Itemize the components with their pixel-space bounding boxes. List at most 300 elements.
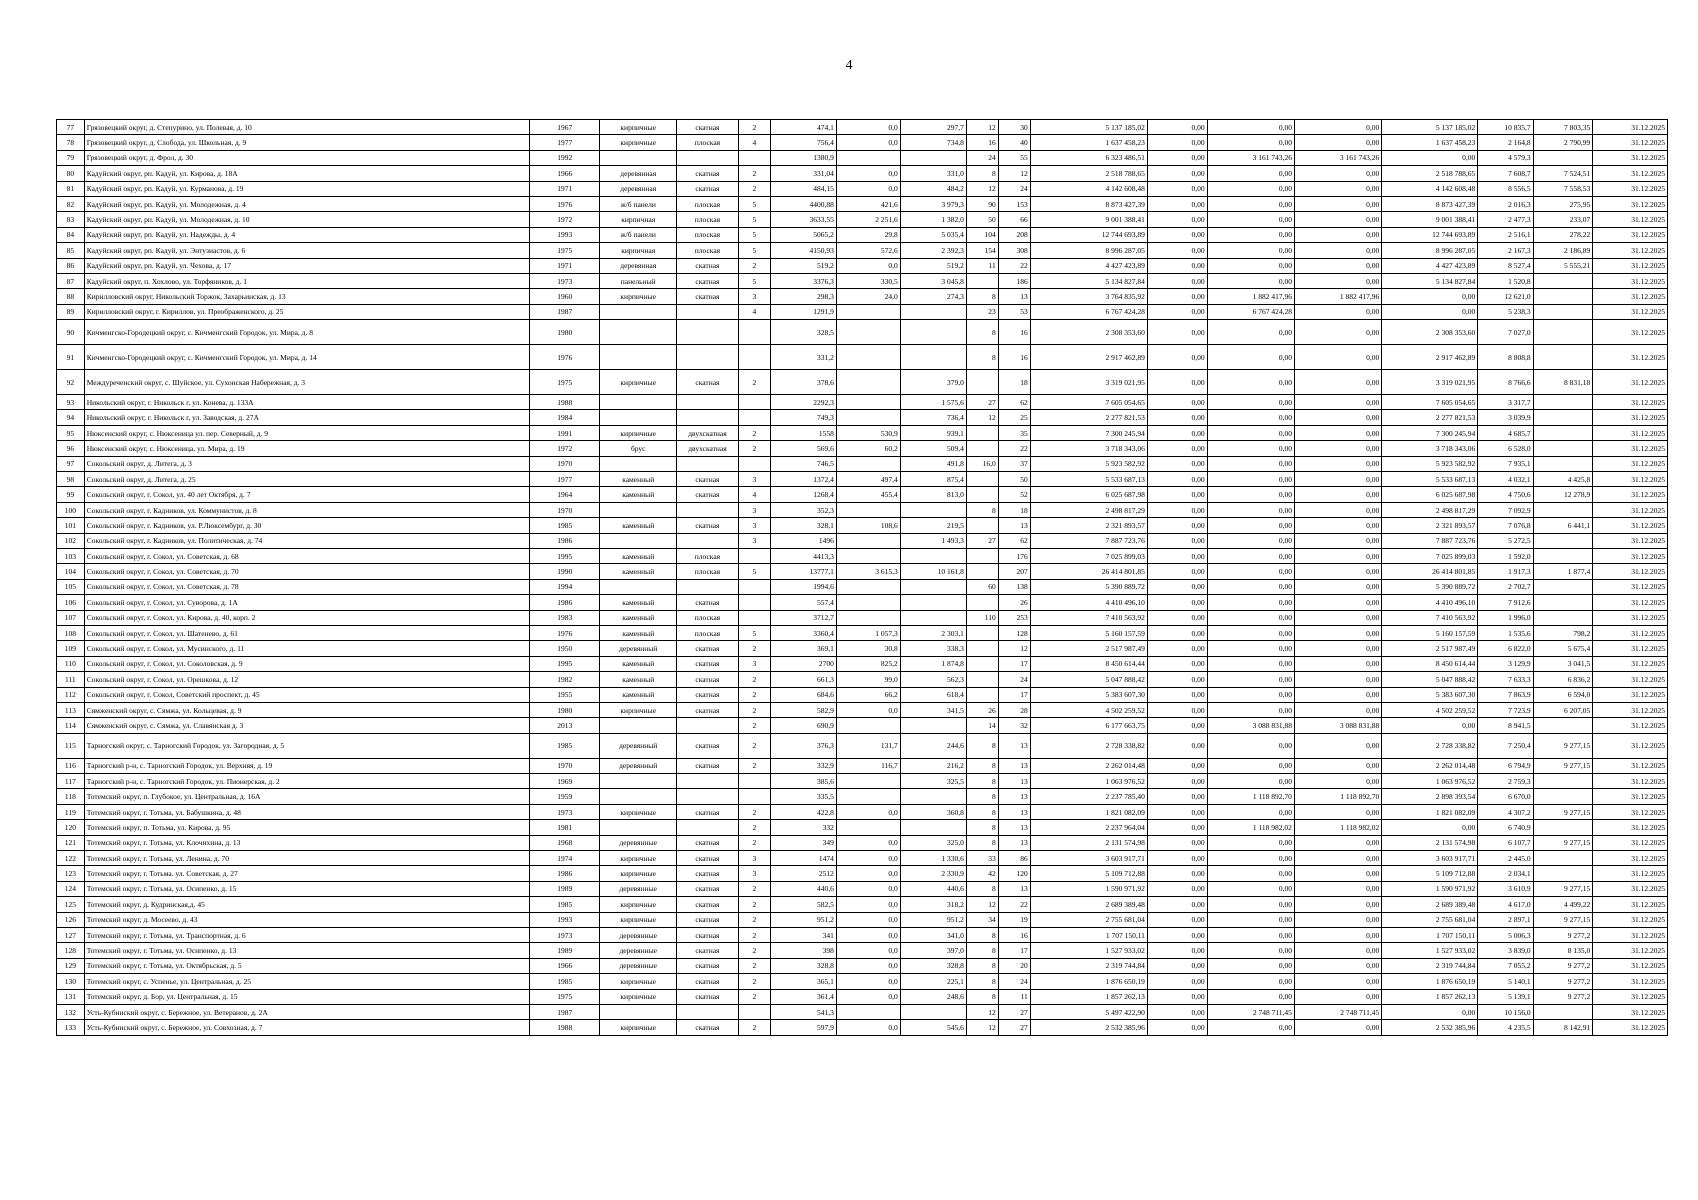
cell-fund-cost: 0,00	[1147, 758, 1207, 773]
cell-residents: 16	[998, 320, 1030, 345]
cell-row-number: 122	[57, 851, 85, 866]
cell-wall-material: ж/б панели	[600, 227, 677, 242]
cell-total-area: 3633,55	[770, 212, 836, 227]
cell-deadline: 31.12.2025	[1593, 733, 1668, 758]
cell-cost-per-m2: 2 164,8	[1478, 135, 1533, 150]
cell-year-built: 1990	[530, 564, 600, 579]
cell-total-cost: 4 410 496,10	[1030, 595, 1147, 610]
cell-residents: 13	[998, 733, 1030, 758]
cell-row-number: 115	[57, 733, 85, 758]
table-row	[57, 702, 1668, 717]
cell-local-cost: 0,00	[1294, 927, 1381, 942]
cell-fund-cost: 0,00	[1147, 974, 1207, 989]
cell-total-area: 298,3	[770, 289, 836, 304]
cell-apartments: 154	[966, 243, 998, 258]
cell-regional-cost: 0,00	[1207, 974, 1294, 989]
cell-deadline: 31.12.2025	[1593, 866, 1668, 881]
cell-floors: 2	[738, 672, 770, 687]
cell-roof-type	[677, 410, 739, 425]
cell-residential-area: 10 161,8	[900, 564, 966, 579]
cell-residential-area: 519,2	[900, 258, 966, 273]
cell-fund-cost: 0,00	[1147, 370, 1207, 395]
cell-year-built: 1984	[530, 410, 600, 425]
cell-year-built: 1982	[530, 672, 600, 687]
cell-wall-material: панельный	[600, 273, 677, 288]
cell-floors: 2	[738, 641, 770, 656]
cell-regional-cost: 0,00	[1207, 370, 1294, 395]
cell-roof-type: плоская	[677, 227, 739, 242]
cell-wall-material: кирпичная	[600, 212, 677, 227]
cell-row-number: 118	[57, 789, 85, 804]
table-row	[57, 595, 1668, 610]
cell-apartments: 8	[966, 502, 998, 517]
cell-address: Сокольский округ, г. Сокол, ул. Советская, д. 70	[84, 564, 529, 579]
cell-local-cost: 0,00	[1294, 804, 1381, 819]
cell-roof-type: скатная	[677, 974, 739, 989]
cell-nonresidential-area: 825,2	[836, 656, 900, 671]
cell-residential-area: 1 382,0	[900, 212, 966, 227]
cell-apartments	[966, 518, 998, 533]
cell-total-area: 484,15	[770, 181, 836, 196]
cell-deadline: 31.12.2025	[1593, 135, 1668, 150]
cell-cost-per-m2: 1 535,6	[1478, 625, 1533, 640]
cell-address: Тотемский округ, г. Тотьма, ул. Транспортная, д. 6	[84, 927, 529, 942]
cell-regional-cost: 0,00	[1207, 120, 1294, 135]
cell-deadline: 31.12.2025	[1593, 912, 1668, 927]
cell-limit-per-m2	[1533, 304, 1593, 319]
cell-apartments: 12	[966, 410, 998, 425]
cell-year-built: 1974	[530, 851, 600, 866]
cell-nonresidential-area	[836, 410, 900, 425]
cell-address: Тотемский округ, г. Тотьма, ул. Октябрьская, д. 5	[84, 958, 529, 973]
cell-total-area: 1291,9	[770, 304, 836, 319]
cell-address: Тарногский р-н, с. Тарногский Городок, ул. Пионерская, д. 2	[84, 774, 529, 789]
cell-year-built: 1973	[530, 927, 600, 942]
cell-cost-per-m2: 3 129,9	[1478, 656, 1533, 671]
cell-row-number: 121	[57, 835, 85, 850]
cell-residents: 18	[998, 370, 1030, 395]
cell-regional-cost: 0,00	[1207, 320, 1294, 345]
cell-row-number: 97	[57, 456, 85, 471]
cell-local-cost: 0,00	[1294, 227, 1381, 242]
cell-owners-cost: 4 502 259,52	[1382, 702, 1478, 717]
cell-cost-per-m2: 8 527,4	[1478, 258, 1533, 273]
cell-total-area: 331,2	[770, 345, 836, 370]
cell-deadline: 31.12.2025	[1593, 345, 1668, 370]
cell-address: Кичменгско-Городецкий округ, с. Кичменгский Городок, ул. Мира, д. 8	[84, 320, 529, 345]
cell-owners-cost: 1 590 971,92	[1382, 881, 1478, 896]
cell-deadline: 31.12.2025	[1593, 943, 1668, 958]
cell-total-cost: 1 637 458,23	[1030, 135, 1147, 150]
cell-regional-cost: 0,00	[1207, 456, 1294, 471]
cell-wall-material: каменный	[600, 548, 677, 563]
cell-year-built: 1968	[530, 835, 600, 850]
cell-residential-area: 1 493,3	[900, 533, 966, 548]
cell-wall-material: деревянные	[600, 835, 677, 850]
cell-apartments: 8	[966, 835, 998, 850]
cell-fund-cost: 0,00	[1147, 456, 1207, 471]
cell-residential-area: 225,1	[900, 974, 966, 989]
cell-limit-per-m2: 4 499,22	[1533, 897, 1593, 912]
cell-cost-per-m2: 4 685,7	[1478, 425, 1533, 440]
cell-limit-per-m2	[1533, 610, 1593, 625]
cell-cost-per-m2: 6 822,0	[1478, 641, 1533, 656]
cell-deadline: 31.12.2025	[1593, 441, 1668, 456]
cell-deadline: 31.12.2025	[1593, 789, 1668, 804]
cell-wall-material: деревянные	[600, 881, 677, 896]
cell-floors: 4	[738, 135, 770, 150]
housing-register-table	[56, 119, 1668, 1036]
cell-floors	[738, 320, 770, 345]
cell-residential-area: 1 575,6	[900, 395, 966, 410]
cell-nonresidential-area: 99,0	[836, 672, 900, 687]
cell-residents: 13	[998, 774, 1030, 789]
cell-limit-per-m2: 798,2	[1533, 625, 1593, 640]
cell-wall-material: деревянная	[600, 166, 677, 181]
cell-address: Тарногский р-н, с. Тарногский Городок, ул. Верхняя, д. 19	[84, 758, 529, 773]
cell-residential-area: 1 874,8	[900, 656, 966, 671]
cell-year-built: 1972	[530, 212, 600, 227]
cell-regional-cost: 0,00	[1207, 927, 1294, 942]
cell-address: Тотемский округ, с. Успенье, ул. Центральная, д. 25	[84, 974, 529, 989]
cell-year-built: 1988	[530, 395, 600, 410]
cell-total-cost: 8 450 614,44	[1030, 656, 1147, 671]
cell-cost-per-m2: 2 477,3	[1478, 212, 1533, 227]
cell-owners-cost: 2 321 893,57	[1382, 518, 1478, 533]
cell-roof-type: скатная	[677, 166, 739, 181]
cell-wall-material: деревянные	[600, 943, 677, 958]
table-row	[57, 345, 1668, 370]
cell-limit-per-m2: 6 594,0	[1533, 687, 1593, 702]
cell-total-cost: 1 527 933,02	[1030, 943, 1147, 958]
cell-limit-per-m2: 3 041,5	[1533, 656, 1593, 671]
cell-cost-per-m2: 8 808,8	[1478, 345, 1533, 370]
cell-residents: 138	[998, 579, 1030, 594]
cell-apartments: 42	[966, 866, 998, 881]
cell-nonresidential-area: 0,0	[836, 181, 900, 196]
cell-row-number: 91	[57, 345, 85, 370]
cell-residential-area: 338,3	[900, 641, 966, 656]
cell-local-cost: 0,00	[1294, 687, 1381, 702]
cell-fund-cost: 0,00	[1147, 487, 1207, 502]
cell-residents: 35	[998, 425, 1030, 440]
cell-residents: 26	[998, 595, 1030, 610]
cell-limit-per-m2: 1 877,4	[1533, 564, 1593, 579]
cell-cost-per-m2: 6 107,7	[1478, 835, 1533, 850]
cell-row-number: 110	[57, 656, 85, 671]
cell-residential-area: 3 045,8	[900, 273, 966, 288]
cell-deadline: 31.12.2025	[1593, 625, 1668, 640]
cell-deadline: 31.12.2025	[1593, 472, 1668, 487]
cell-total-cost: 5 923 582,92	[1030, 456, 1147, 471]
cell-fund-cost: 0,00	[1147, 345, 1207, 370]
cell-apartments	[966, 472, 998, 487]
cell-year-built: 1977	[530, 472, 600, 487]
cell-deadline: 31.12.2025	[1593, 425, 1668, 440]
cell-local-cost: 0,00	[1294, 595, 1381, 610]
cell-owners-cost: 5 109 712,88	[1382, 866, 1478, 881]
cell-total-area: 332	[770, 820, 836, 835]
cell-row-number: 100	[57, 502, 85, 517]
cell-roof-type: скатная	[677, 370, 739, 395]
cell-nonresidential-area: 0,0	[836, 943, 900, 958]
cell-wall-material	[600, 395, 677, 410]
cell-roof-type: скатная	[677, 487, 739, 502]
cell-total-area: 365,1	[770, 974, 836, 989]
cell-local-cost: 0,00	[1294, 897, 1381, 912]
table-row	[57, 912, 1668, 927]
cell-apartments: 8	[966, 774, 998, 789]
cell-regional-cost: 0,00	[1207, 212, 1294, 227]
cell-deadline: 31.12.2025	[1593, 533, 1668, 548]
cell-row-number: 119	[57, 804, 85, 819]
cell-deadline: 31.12.2025	[1593, 410, 1668, 425]
cell-address: Тотемский округ, г. Тотьма, ул. Ленина, д. 70	[84, 851, 529, 866]
cell-row-number: 77	[57, 120, 85, 135]
cell-cost-per-m2: 4 617,0	[1478, 897, 1533, 912]
cell-floors: 5	[738, 227, 770, 242]
cell-roof-type	[677, 150, 739, 165]
cell-row-number: 116	[57, 758, 85, 773]
cell-cost-per-m2: 7 633,3	[1478, 672, 1533, 687]
cell-fund-cost: 0,00	[1147, 150, 1207, 165]
cell-nonresidential-area: 0,0	[836, 120, 900, 135]
table-row	[57, 410, 1668, 425]
cell-roof-type: скатная	[677, 181, 739, 196]
cell-deadline: 31.12.2025	[1593, 258, 1668, 273]
cell-residential-area: 734,8	[900, 135, 966, 150]
cell-roof-type: скатная	[677, 120, 739, 135]
cell-roof-type: скатная	[677, 851, 739, 866]
cell-address: Сокольский округ, г. Сокол, ул. 40 лет Октября, д. 7	[84, 487, 529, 502]
cell-fund-cost: 0,00	[1147, 273, 1207, 288]
cell-regional-cost: 0,00	[1207, 196, 1294, 211]
cell-deadline: 31.12.2025	[1593, 758, 1668, 773]
cell-owners-cost: 1 821 082,09	[1382, 804, 1478, 819]
cell-owners-cost: 5 160 157,59	[1382, 625, 1478, 640]
cell-limit-per-m2: 8 142,91	[1533, 1020, 1593, 1035]
cell-total-area: 519,2	[770, 258, 836, 273]
cell-roof-type: плоская	[677, 564, 739, 579]
cell-roof-type: двухскатная	[677, 425, 739, 440]
cell-wall-material: кирпичные	[600, 1020, 677, 1035]
table-row	[57, 866, 1668, 881]
cell-local-cost: 0,00	[1294, 425, 1381, 440]
cell-row-number: 87	[57, 273, 85, 288]
cell-limit-per-m2	[1533, 150, 1593, 165]
cell-floors	[738, 410, 770, 425]
cell-address: Кадуйский округ, рп. Кадуй, ул. Курманова, д. 19	[84, 181, 529, 196]
cell-owners-cost: 0,00	[1382, 150, 1478, 165]
cell-apartments	[966, 487, 998, 502]
cell-limit-per-m2: 7 524,51	[1533, 166, 1593, 181]
cell-year-built: 1995	[530, 656, 600, 671]
cell-address: Тотемский округ, д. Бор, ул. Центральная, д. 15	[84, 989, 529, 1004]
cell-row-number: 95	[57, 425, 85, 440]
cell-local-cost: 0,00	[1294, 518, 1381, 533]
cell-regional-cost: 0,00	[1207, 472, 1294, 487]
cell-residential-area: 5 035,4	[900, 227, 966, 242]
cell-wall-material: каменный	[600, 518, 677, 533]
cell-regional-cost: 0,00	[1207, 851, 1294, 866]
cell-residents: 176	[998, 548, 1030, 563]
cell-residential-area: 216,2	[900, 758, 966, 773]
table-row	[57, 958, 1668, 973]
cell-floors: 4	[738, 487, 770, 502]
cell-regional-cost: 0,00	[1207, 1020, 1294, 1035]
cell-deadline: 31.12.2025	[1593, 370, 1668, 395]
cell-limit-per-m2: 7 558,53	[1533, 181, 1593, 196]
cell-total-cost: 5 160 157,59	[1030, 625, 1147, 640]
cell-cost-per-m2: 7 935,1	[1478, 456, 1533, 471]
cell-row-number: 129	[57, 958, 85, 973]
cell-floors: 2	[738, 425, 770, 440]
cell-owners-cost: 1 063 976,52	[1382, 774, 1478, 789]
cell-fund-cost: 0,00	[1147, 851, 1207, 866]
cell-residential-area: 1 330,6	[900, 851, 966, 866]
cell-wall-material: кирпичные	[600, 897, 677, 912]
cell-owners-cost: 6 025 687,98	[1382, 487, 1478, 502]
cell-limit-per-m2	[1533, 866, 1593, 881]
table-row	[57, 548, 1668, 563]
cell-address: Тотемский округ, г. Тотьма, ул. Клочихина, д. 13	[84, 835, 529, 850]
cell-nonresidential-area: 116,7	[836, 758, 900, 773]
cell-fund-cost: 0,00	[1147, 927, 1207, 942]
cell-limit-per-m2: 9 277,2	[1533, 958, 1593, 973]
cell-total-cost: 2 319 744,84	[1030, 958, 1147, 973]
cell-local-cost: 1 118 982,02	[1294, 820, 1381, 835]
cell-wall-material: деревянная	[600, 181, 677, 196]
cell-nonresidential-area	[836, 345, 900, 370]
cell-year-built: 1989	[530, 881, 600, 896]
cell-cost-per-m2: 7 027,0	[1478, 320, 1533, 345]
cell-row-number: 92	[57, 370, 85, 395]
cell-total-area: 661,3	[770, 672, 836, 687]
cell-address: Сямженский округ, с. Сямжа, ул. Славянская д. 3	[84, 718, 529, 733]
cell-total-area: 5065,2	[770, 227, 836, 242]
cell-year-built: 1991	[530, 425, 600, 440]
cell-wall-material	[600, 345, 677, 370]
cell-regional-cost: 0,00	[1207, 758, 1294, 773]
cell-apartments	[966, 273, 998, 288]
cell-residents: 13	[998, 289, 1030, 304]
cell-floors	[738, 774, 770, 789]
cell-local-cost: 0,00	[1294, 835, 1381, 850]
cell-fund-cost: 0,00	[1147, 1020, 1207, 1035]
cell-row-number: 132	[57, 1004, 85, 1019]
cell-cost-per-m2: 1 520,8	[1478, 273, 1533, 288]
cell-floors: 2	[738, 733, 770, 758]
cell-nonresidential-area: 497,4	[836, 472, 900, 487]
table-row	[57, 835, 1668, 850]
cell-floors	[738, 789, 770, 804]
cell-row-number: 94	[57, 410, 85, 425]
cell-nonresidential-area: 30,8	[836, 641, 900, 656]
cell-total-area: 13777,1	[770, 564, 836, 579]
table-row	[57, 881, 1668, 896]
cell-regional-cost: 0,00	[1207, 595, 1294, 610]
cell-fund-cost: 0,00	[1147, 533, 1207, 548]
cell-regional-cost: 0,00	[1207, 135, 1294, 150]
cell-limit-per-m2	[1533, 789, 1593, 804]
cell-total-cost: 3 603 917,71	[1030, 851, 1147, 866]
cell-owners-cost: 2 308 353,60	[1382, 320, 1478, 345]
cell-cost-per-m2: 7 912,6	[1478, 595, 1533, 610]
cell-nonresidential-area: 0,0	[836, 897, 900, 912]
cell-fund-cost: 0,00	[1147, 518, 1207, 533]
cell-roof-type: скатная	[677, 912, 739, 927]
cell-limit-per-m2: 9 277,15	[1533, 912, 1593, 927]
cell-wall-material: каменный	[600, 487, 677, 502]
cell-limit-per-m2	[1533, 320, 1593, 345]
cell-local-cost: 0,00	[1294, 579, 1381, 594]
cell-residents: 17	[998, 943, 1030, 958]
cell-apartments: 8	[966, 733, 998, 758]
cell-apartments	[966, 595, 998, 610]
cell-cost-per-m2: 2 034,1	[1478, 866, 1533, 881]
cell-apartments: 8	[966, 820, 998, 835]
cell-limit-per-m2: 5 555,21	[1533, 258, 1593, 273]
cell-row-number: 84	[57, 227, 85, 242]
cell-year-built: 1977	[530, 135, 600, 150]
cell-year-built: 1975	[530, 243, 600, 258]
cell-residential-area	[900, 579, 966, 594]
cell-residential-area	[900, 610, 966, 625]
cell-wall-material: кирпичные	[600, 702, 677, 717]
cell-total-area: 4150,93	[770, 243, 836, 258]
cell-residential-area: 2 303,1	[900, 625, 966, 640]
cell-owners-cost: 2 319 744,84	[1382, 958, 1478, 973]
cell-limit-per-m2	[1533, 533, 1593, 548]
cell-wall-material: кирпичные	[600, 989, 677, 1004]
cell-limit-per-m2	[1533, 425, 1593, 440]
cell-apartments: 8	[966, 789, 998, 804]
cell-fund-cost: 0,00	[1147, 595, 1207, 610]
cell-regional-cost: 0,00	[1207, 518, 1294, 533]
cell-floors: 2	[738, 181, 770, 196]
cell-limit-per-m2: 9 277,15	[1533, 733, 1593, 758]
cell-residential-area: 328,8	[900, 958, 966, 973]
cell-nonresidential-area: 24,0	[836, 289, 900, 304]
cell-row-number: 101	[57, 518, 85, 533]
cell-row-number: 131	[57, 989, 85, 1004]
cell-row-number: 133	[57, 1020, 85, 1035]
cell-fund-cost: 0,00	[1147, 212, 1207, 227]
cell-limit-per-m2	[1533, 718, 1593, 733]
cell-total-area: 2292,3	[770, 395, 836, 410]
cell-owners-cost: 2 517 987,49	[1382, 641, 1478, 656]
cell-residents: 86	[998, 851, 1030, 866]
cell-deadline: 31.12.2025	[1593, 851, 1668, 866]
cell-fund-cost: 0,00	[1147, 410, 1207, 425]
cell-regional-cost: 0,00	[1207, 579, 1294, 594]
cell-residents: 13	[998, 820, 1030, 835]
cell-residents: 17	[998, 687, 1030, 702]
cell-row-number: 128	[57, 943, 85, 958]
cell-residents: 186	[998, 273, 1030, 288]
cell-nonresidential-area: 0,0	[836, 166, 900, 181]
cell-residents: 13	[998, 789, 1030, 804]
table-row	[57, 243, 1668, 258]
table-row	[57, 789, 1668, 804]
cell-row-number: 130	[57, 974, 85, 989]
cell-apartments: 8	[966, 881, 998, 896]
cell-row-number: 103	[57, 548, 85, 563]
cell-roof-type	[677, 502, 739, 517]
cell-cost-per-m2: 10 835,7	[1478, 120, 1533, 135]
cell-roof-type: скатная	[677, 758, 739, 773]
cell-floors	[738, 456, 770, 471]
